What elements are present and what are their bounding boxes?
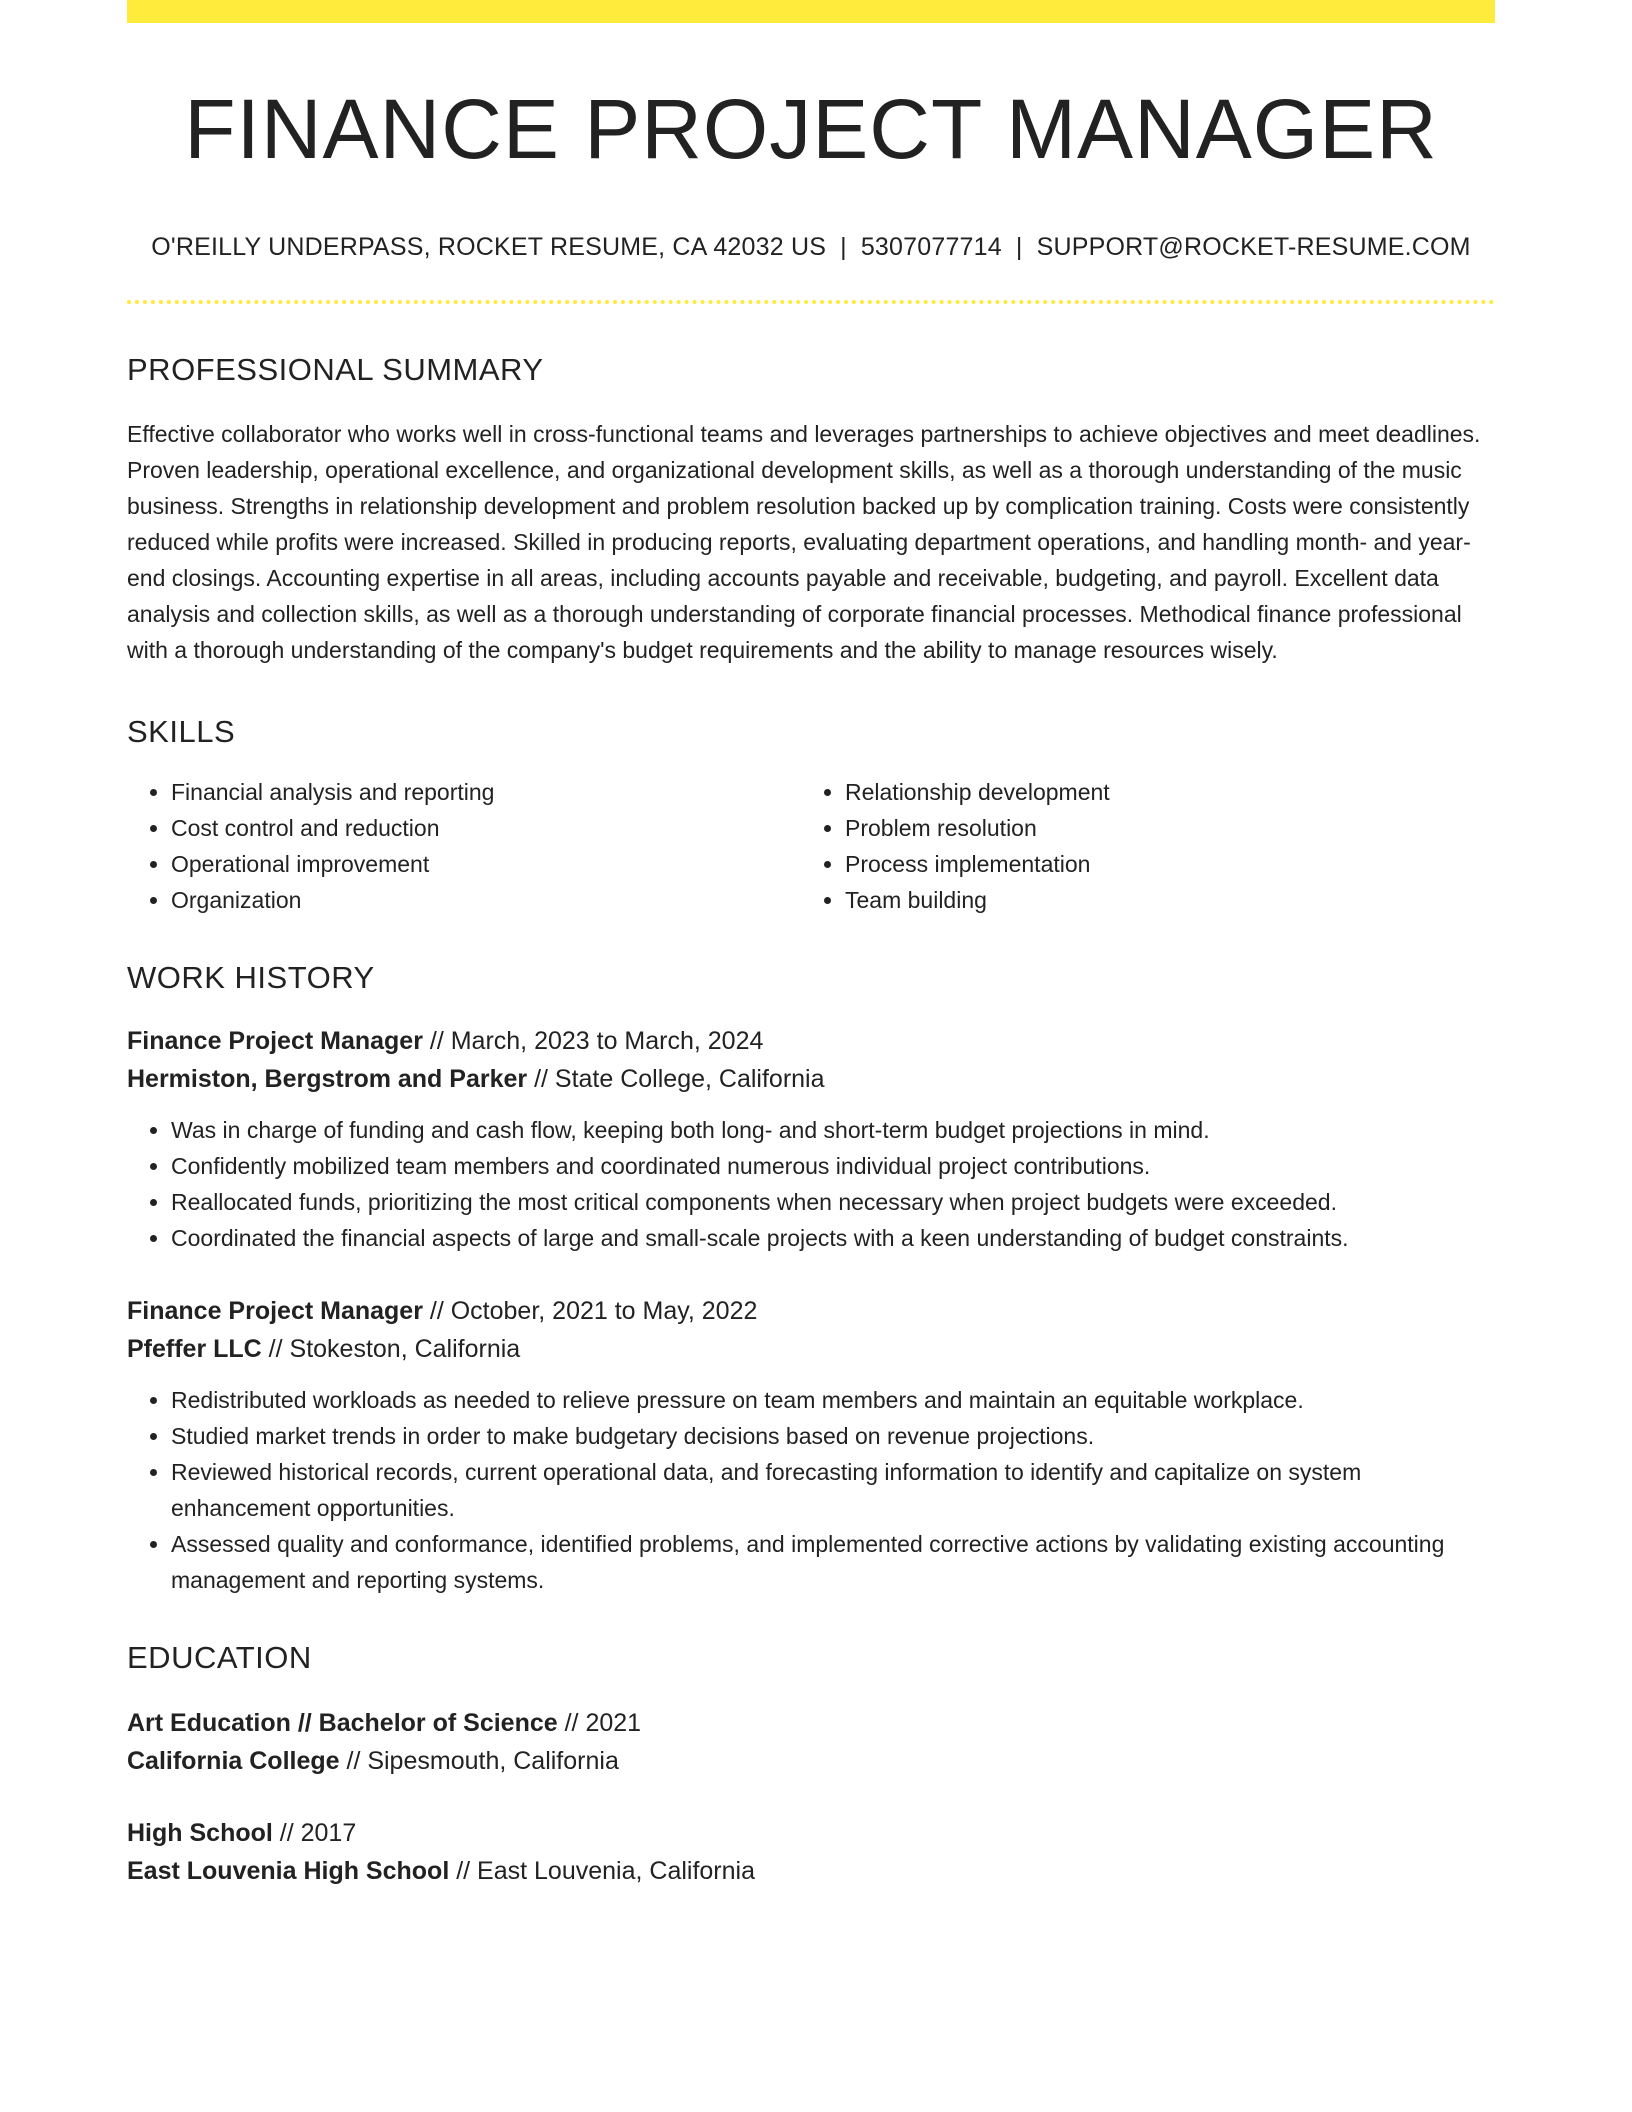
- edu-degree-line: [127, 1704, 1495, 1742]
- skill-item: • Financial analysis and reporting: [171, 774, 801, 810]
- job-title-line: [127, 1022, 1495, 1060]
- education-entry: [127, 1704, 1495, 1780]
- skill-item: • Cost control and reduction: [171, 810, 801, 846]
- list-item: • Confidently mobilized team members and coordinated numerous individual project contributions.: [171, 1148, 1495, 1184]
- work-history-heading: WORK HISTORY: [127, 960, 375, 996]
- skills-list: [127, 774, 1495, 918]
- job-entry: [127, 1292, 1495, 1598]
- edu-school-line: [127, 1852, 1495, 1890]
- skills-column-right: [801, 774, 1475, 918]
- resume-page: [127, 0, 1495, 1890]
- job-entry: [127, 1022, 1495, 1256]
- job-role: Finance Project Manager: [127, 1027, 423, 1056]
- edu-school-line: [127, 1742, 1495, 1780]
- skill-item: • Relationship development: [845, 774, 1475, 810]
- list-item: • Reallocated funds, prioritizing the most critical components when necessary when project budgets were exceeded.: [171, 1184, 1495, 1220]
- edu-location: // East Louvenia, California: [449, 1857, 755, 1886]
- page-title: FINANCE PROJECT MANAGER: [184, 82, 1438, 176]
- edu-degree: High School: [127, 1819, 273, 1848]
- education-entry: [127, 1814, 1495, 1890]
- contact-separator: |: [840, 233, 847, 262]
- list-item: • Redistributed workloads as needed to relieve pressure on team members and maintain an equitable workplace.: [171, 1382, 1495, 1418]
- summary-text: Effective collaborator who works well in cross-functional teams and leverages partnerships to achieve objectives and meet deadlines. Proven leadership, operational excellence, and organizational development skills, as well as a thorough understanding of the music business. Strengths in relationship development and problem resolution backed up by complication training. Costs were consistently reduced while profits were increased. Skilled in producing reports, evaluating department operations, and handling month- and year-end closings. Accounting expertise in all areas, including accounts payable and receivable, budgeting, and payroll. Excellent data analysis and collection skills, as well as a thorough understanding of corporate financial processes. Methodical finance professional with a thorough understanding of the company's budget requirements and the ability to manage resources wisely.: [127, 421, 1481, 664]
- contact-phone: 5307077714: [860, 233, 1002, 262]
- job-company: Pfeffer LLC: [127, 1335, 262, 1364]
- contact-email: SUPPORT@ROCKET-RESUME.COM: [1036, 233, 1471, 262]
- job-location: // Stokeston, California: [261, 1335, 521, 1364]
- dotted-divider: [127, 300, 1495, 304]
- job-company-line: [127, 1330, 1495, 1368]
- edu-year: // 2017: [272, 1819, 357, 1848]
- job-bullets: [127, 1382, 1495, 1598]
- edu-school: California College: [127, 1747, 340, 1776]
- accent-top-bar: [127, 0, 1495, 23]
- job-title-line: [127, 1292, 1495, 1330]
- skills-heading: SKILLS: [127, 714, 236, 750]
- list-item: • Coordinated the financial aspects of large and small-scale projects with a keen understanding of budget constraints.: [171, 1220, 1495, 1256]
- list-item: • Reviewed historical records, current operational data, and forecasting information to identify and capitalize on system enhancement opportunities.: [171, 1454, 1495, 1526]
- edu-degree: Art Education // Bachelor of Science: [127, 1709, 558, 1738]
- skill-item: • Team building: [845, 882, 1475, 918]
- skill-item: • Operational improvement: [171, 846, 801, 882]
- job-dates: // October, 2021 to May, 2022: [422, 1297, 758, 1326]
- edu-year: // 2021: [557, 1709, 642, 1738]
- edu-school: East Louvenia High School: [127, 1857, 450, 1886]
- education-heading: EDUCATION: [127, 1640, 312, 1676]
- job-bullets: [127, 1112, 1495, 1256]
- summary-heading: PROFESSIONAL SUMMARY: [127, 352, 544, 388]
- job-company-line: [127, 1060, 1495, 1098]
- contact-line: [127, 233, 1495, 262]
- contact-separator: |: [1015, 233, 1023, 262]
- list-item: • Studied market trends in order to make budgetary decisions based on revenue projections.: [171, 1418, 1495, 1454]
- skill-item: • Problem resolution: [845, 810, 1475, 846]
- skill-item: • Process implementation: [845, 846, 1475, 882]
- job-role: Finance Project Manager: [127, 1297, 423, 1326]
- edu-degree-line: [127, 1814, 1495, 1852]
- contact-address: O'REILLY UNDERPASS, ROCKET RESUME, CA 42032 US: [151, 233, 827, 262]
- list-item: • Assessed quality and conformance, identified problems, and implemented corrective actions by validating existing accounting management and reporting systems.: [171, 1526, 1495, 1598]
- skill-item: • Organization: [171, 882, 801, 918]
- edu-location: // Sipesmouth, California: [339, 1747, 619, 1776]
- job-location: // State College, California: [527, 1065, 825, 1094]
- skills-column-left: [127, 774, 801, 918]
- job-dates: // March, 2023 to March, 2024: [422, 1027, 764, 1056]
- job-company: Hermiston, Bergstrom and Parker: [127, 1065, 528, 1094]
- list-item: • Was in charge of funding and cash flow, keeping both long- and short-term budget projections in mind.: [171, 1112, 1495, 1148]
